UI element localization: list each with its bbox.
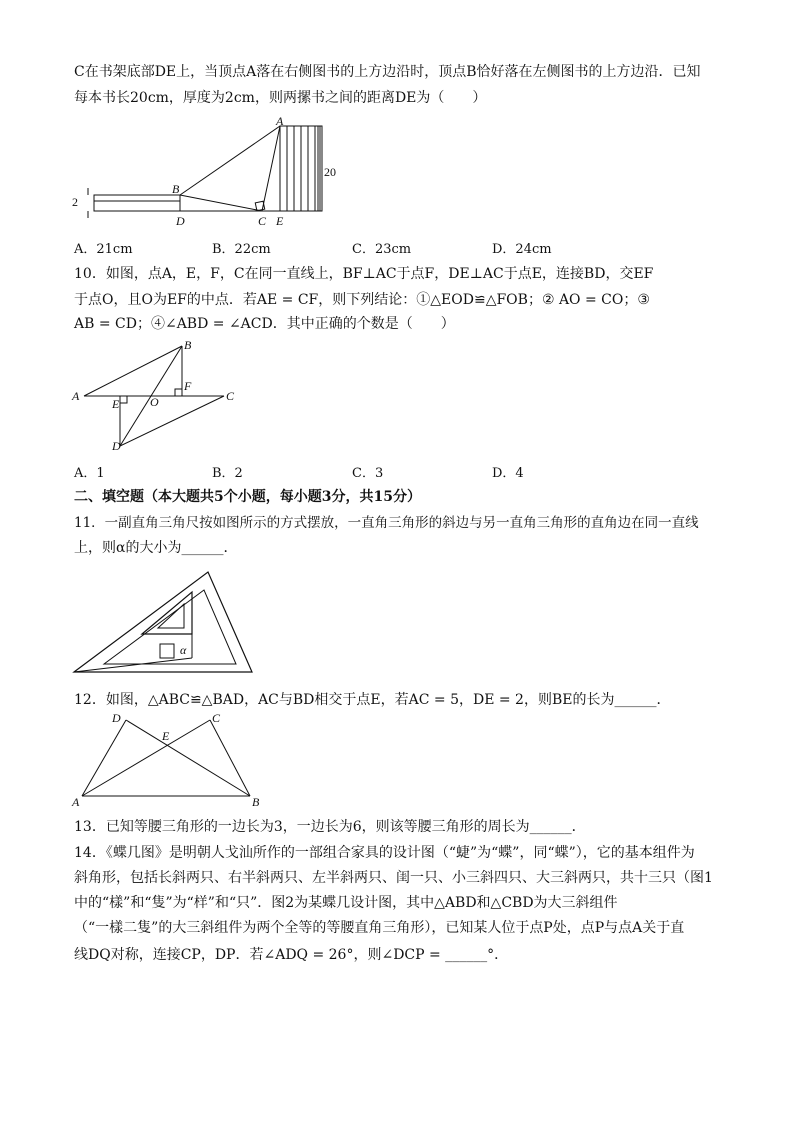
q10-option-d[interactable]: D．4 xyxy=(492,466,524,481)
q14-line4: （“一樣二隻”的大三斜组件为两个全等的等腰直角三角形），已知某人位于点P处，点P与点A关于直 xyxy=(74,920,685,936)
q9-option-c[interactable]: C．23cm xyxy=(352,242,412,257)
q10-label-O: O xyxy=(150,395,159,409)
q12-label-D: D xyxy=(112,711,121,725)
q12-line1: 12．如图，△ABC≌△BAD，AC与BD相交于点E，若AC = 5，DE = 2，则BE的长为______． xyxy=(74,692,671,708)
q12-label-C: C xyxy=(212,711,221,725)
q10-label-E: E xyxy=(112,397,120,411)
q10-label-B: B xyxy=(184,338,192,352)
q9-label-E: E xyxy=(276,214,284,228)
q9-label-B: B xyxy=(172,182,180,196)
q12-figure xyxy=(68,710,268,810)
q9-label-C: C xyxy=(258,214,267,228)
q12-label-E: E xyxy=(162,729,170,743)
q9-option-a[interactable]: A．21cm xyxy=(74,242,133,257)
q11-line2: 上，则α的大小为______． xyxy=(74,540,238,556)
q14-line3: 中的“樣”和“隻”为“样”和“只”．图2为某蝶几设计图，其中△ABD和△CBD为大三斜组件 xyxy=(74,895,618,911)
q9-line1: C在书架底部DE上，当顶点A落在右侧图书的上方边沿时，顶点B恰好落在左侧图书的上方边沿．已知 xyxy=(74,64,701,80)
q11-line1: 11．一副直角三角尺按如图所示的方式摆放，一直角三角形的斜边与另一直角三角形的直角边在同一直线 xyxy=(74,515,699,531)
q10-label-D: D xyxy=(112,439,121,453)
q10-figure xyxy=(68,338,248,456)
q9-label-D: D xyxy=(176,214,185,228)
q10-label-A: A xyxy=(72,389,80,403)
q11-label-alpha: α xyxy=(180,643,187,657)
q10-line1: 10．如图，点A，E，F，C在同一直线上，BF⊥AC于点F，DE⊥AC于点E，连接BD，交EF xyxy=(74,266,654,282)
section-title: 二、填空题（本大题共5个小题，每小题3分，共15分） xyxy=(74,489,421,505)
q11-figure xyxy=(68,564,258,680)
q10-label-F: F xyxy=(184,379,192,393)
q9-label-A: A xyxy=(276,114,284,128)
q10-option-b[interactable]: B．2 xyxy=(212,466,243,481)
q9-option-d[interactable]: D．24cm xyxy=(492,242,552,257)
q9-dim-20: 20 xyxy=(324,165,336,179)
q10-options xyxy=(74,462,694,482)
q14-line2: 斜角形，包括长斜两只、右半斜两只、左半斜两只、闺一只、小三斜四只、大三斜两只，共十三只（图1 xyxy=(74,870,713,886)
q9-line2: 每本书长20cm，厚度为2cm，则两摞书之间的距离DE为（ ） xyxy=(74,90,487,106)
q10-line2: 于点O，且O为EF的中点．若AE = CF，则下列结论：①△EOD≌△FOB；② AO = CO；③ xyxy=(74,292,650,308)
q13-line1: 13．已知等腰三角形的一边长为3，一边长为6，则该等腰三角形的周长为______． xyxy=(74,819,586,835)
q12-label-B: B xyxy=(252,795,260,809)
q10-option-a[interactable]: A．1 xyxy=(74,466,105,481)
q10-label-C: C xyxy=(226,389,235,403)
q9-option-b[interactable]: B．22cm xyxy=(212,242,271,257)
q14-line1: 14．《蝶几图》是明朝人戈汕所作的一部组合家具的设计图（“蜨”为“蝶”，同“蝶”），它的基本组件为 xyxy=(74,845,695,861)
q12-label-A: A xyxy=(72,795,80,809)
q14-line5: 线DQ对称，连接CP，DP．若∠ADQ = 26°，则∠DCP = ______°． xyxy=(74,947,509,963)
q9-figure xyxy=(68,114,348,232)
q9-dim-2: 2 xyxy=(72,195,78,209)
q10-line3: AB = CD；④∠ABD = ∠ACD．其中正确的个数是（ ） xyxy=(74,316,455,332)
q9-options xyxy=(74,238,694,258)
q10-option-c[interactable]: C．3 xyxy=(352,466,384,481)
